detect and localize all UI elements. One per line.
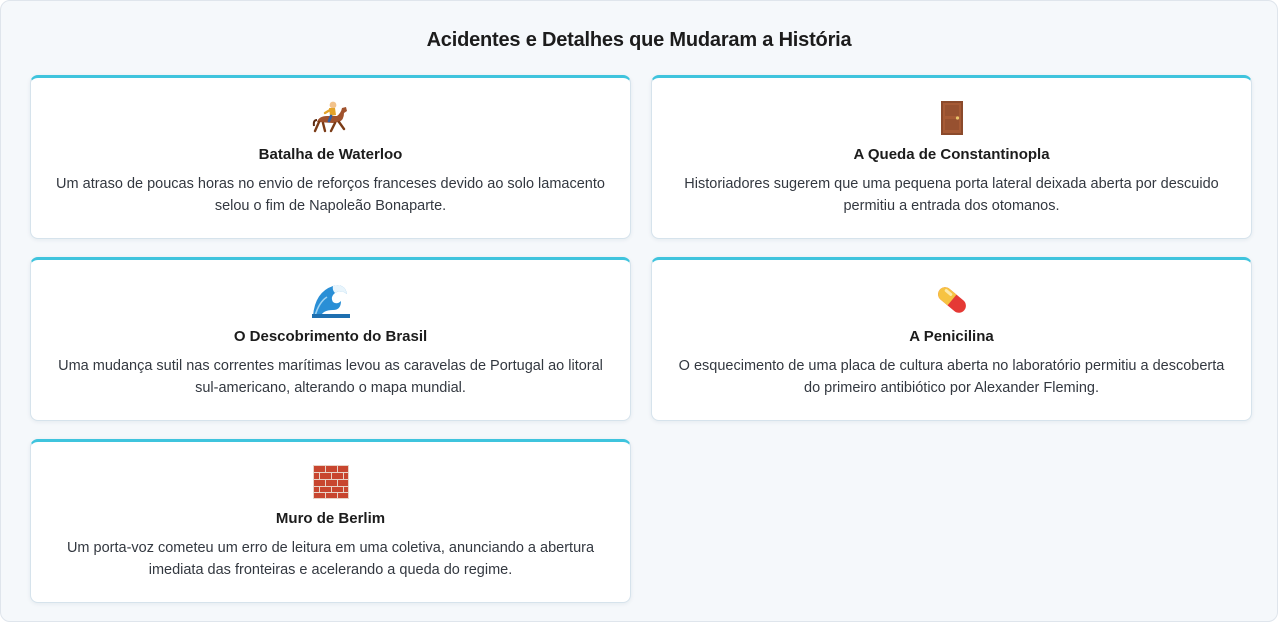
card-penicilina	[651, 257, 1252, 421]
card-title: Muro de Berlim	[275, 510, 386, 527]
brick-icon	[311, 462, 351, 502]
card-title: A Queda de Constantinopla	[853, 146, 1050, 163]
card-description: Uma mudança sutil nas correntes marítimas levou as caravelas de Portugal ao litoral sul-americano, alterando o mapa mundial.	[58, 358, 603, 396]
horse-racing-icon	[311, 98, 351, 138]
card-title: A Penicilina	[909, 328, 994, 345]
door-icon	[932, 98, 972, 138]
water-wave-icon	[311, 280, 351, 320]
card-description: O esquecimento de uma placa de cultura aberta no laboratório permitiu a descoberta do primeiro antibiótico por Alexander Fleming.	[678, 358, 1225, 396]
pill-icon	[932, 280, 972, 320]
card-waterloo	[30, 75, 631, 239]
card-description: Historiadores sugerem que uma pequena porta lateral deixada aberta por descuido permitiu a entrada dos otomanos.	[684, 176, 1219, 214]
card-berlim	[30, 439, 631, 603]
cards-grid	[30, 75, 1252, 603]
page-title: Acidentes e Detalhes que Mudaram a História	[426, 29, 852, 51]
card-brasil	[30, 257, 631, 421]
card-title: O Descobrimento do Brasil	[233, 328, 428, 345]
card-title: Batalha de Waterloo	[258, 146, 403, 163]
card-description: Um atraso de poucas horas no envio de reforços franceses devido ao solo lamacento selou o fim de Napoleão Bonaparte.	[56, 176, 605, 214]
card-description: Um porta-voz cometeu um erro de leitura em uma coletiva, anunciando a abertura imediata das fronteiras e acelerando a queda do regime.	[66, 540, 595, 578]
card-constantinopla	[651, 75, 1252, 239]
